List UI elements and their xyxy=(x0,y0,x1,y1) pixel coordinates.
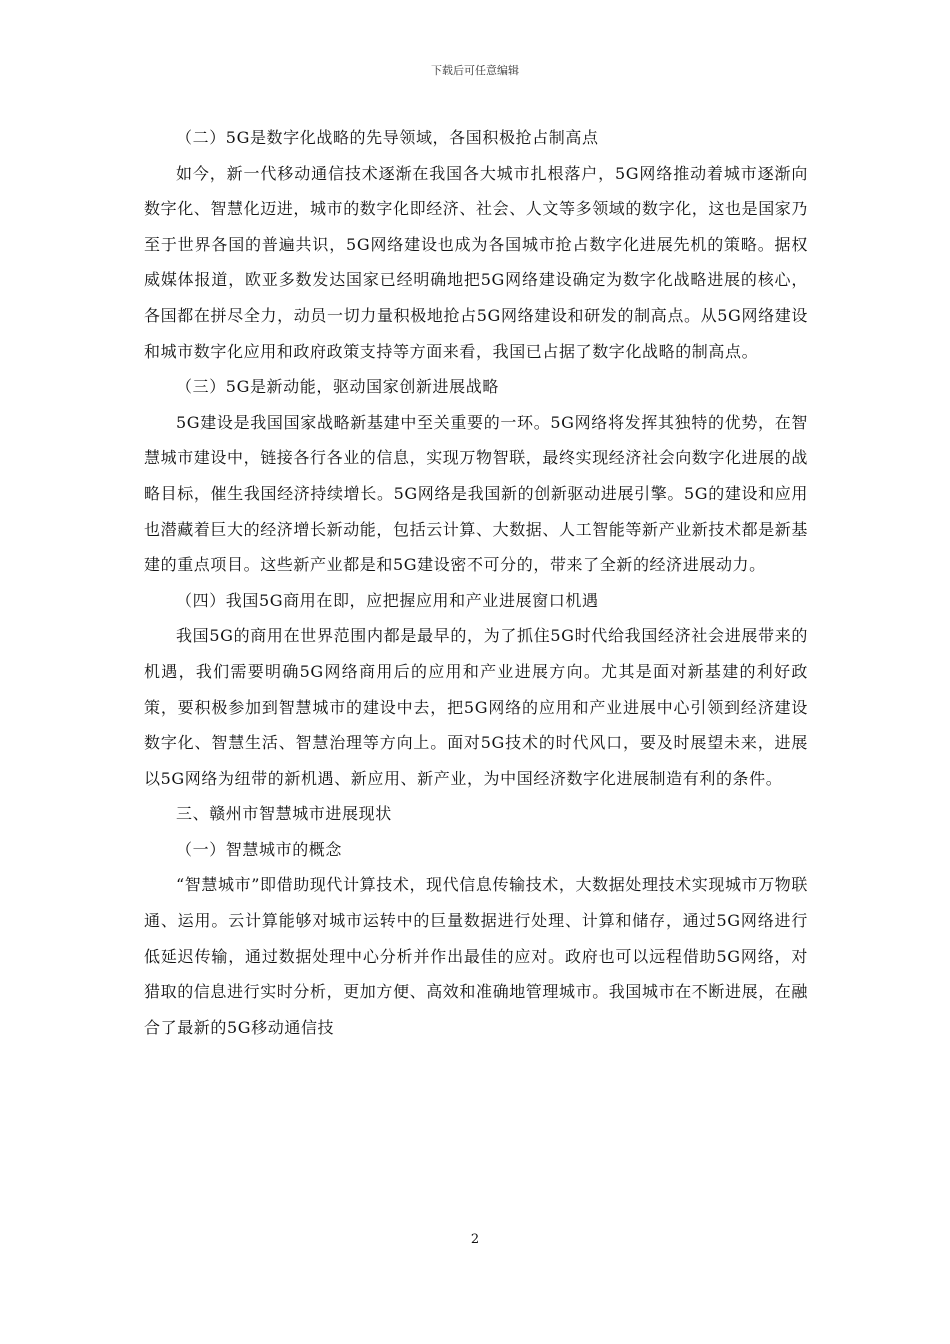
chapter-heading: 三、赣州市智慧城市进展现状 xyxy=(176,804,392,824)
page-header: 下载后可任意编辑 xyxy=(431,64,519,77)
section-heading: （二）5G是数字化战略的先导领域，各国积极抢占制高点 xyxy=(176,128,599,147)
document-body xyxy=(144,120,808,1045)
section-heading: （三）5G是新动能，驱动国家创新进展战略 xyxy=(176,377,499,397)
section-heading: （四）我国5G商用在即，应把握应用和产业进展窗口机遇 xyxy=(176,590,599,610)
body-paragraph: 5G建设是我国国家战略新基建中至关重要的一环。5G网络将发挥其独特的优势，在智慧城市建设中，链接各行各业的信息，实现万物智联，最终实现经济社会向数字化进展的战略目标，催生我国经济持续增长。5G网络是我国新的创新驱动进展引擎。5G的建设和应用也潜藏着巨大的经济增长新动能，包括云计算、大数据、人工智能等新产业新技术都是新基建的重点项目。这些新产业都是和5G建设密不可分的，带来了全新的经济进展动力。 xyxy=(144,412,809,575)
page-number: 2 xyxy=(470,1232,480,1247)
body-paragraph: “智慧城市”即借助现代计算技术，现代信息传输技术，大数据处理技术实现城市万物联通、运用。云计算能够对城市运转中的巨量数据进行处理、计算和储存，通过5G网络进行低延迟传输，通过数据处理中心分析并作出最佳的应对。政府也可以远程借助5G网络，对猎取的信息进行实时分析，更加方便、高效和准确地管理城市。我国城市在不断进展，在融合了最新的5G移动通信技 xyxy=(144,875,809,1037)
body-paragraph: 如今，新一代移动通信技术逐渐在我国各大城市扎根落户，5G网络推动着城市逐渐向数字化、智慧化迈进，城市的数字化即经济、社会、人文等多领域的数字化，这也是国家乃至于世界各国的普遍共识，5G网络建设也成为各国城市抢占数字化进展先机的策略。据权威媒体报道，欧亚多数发达国家已经明确地把5G网络建设确定为数字化战略进展的核心，各国都在拼尽全力，动员一切力量积极地抢占5G网络建设和研发的制高点。从5G网络建设和城市数字化应用和政府政策支持等方面来看，我国已占据了数字化战略的制高点。 xyxy=(144,163,809,361)
body-paragraph: 我国5G的商用在世界范围内都是最早的，为了抓住5G时代给我国经济社会进展带来的机遇，我们需要明确5G网络商用后的应用和产业进展方向。尤其是面对新基建的利好政策，要积极参加到智慧城市的建设中去，把5G网络的应用和产业进展中心引领到经济建设数字化、智慧生活、智慧治理等方向上。面对5G技术的时代风口，要及时展望未来，进展以5G网络为纽带的新机遇、新应用、新产业，为中国经济数字化进展制造有利的条件。 xyxy=(144,626,808,788)
section-heading: （一）智慧城市的概念 xyxy=(176,839,343,859)
